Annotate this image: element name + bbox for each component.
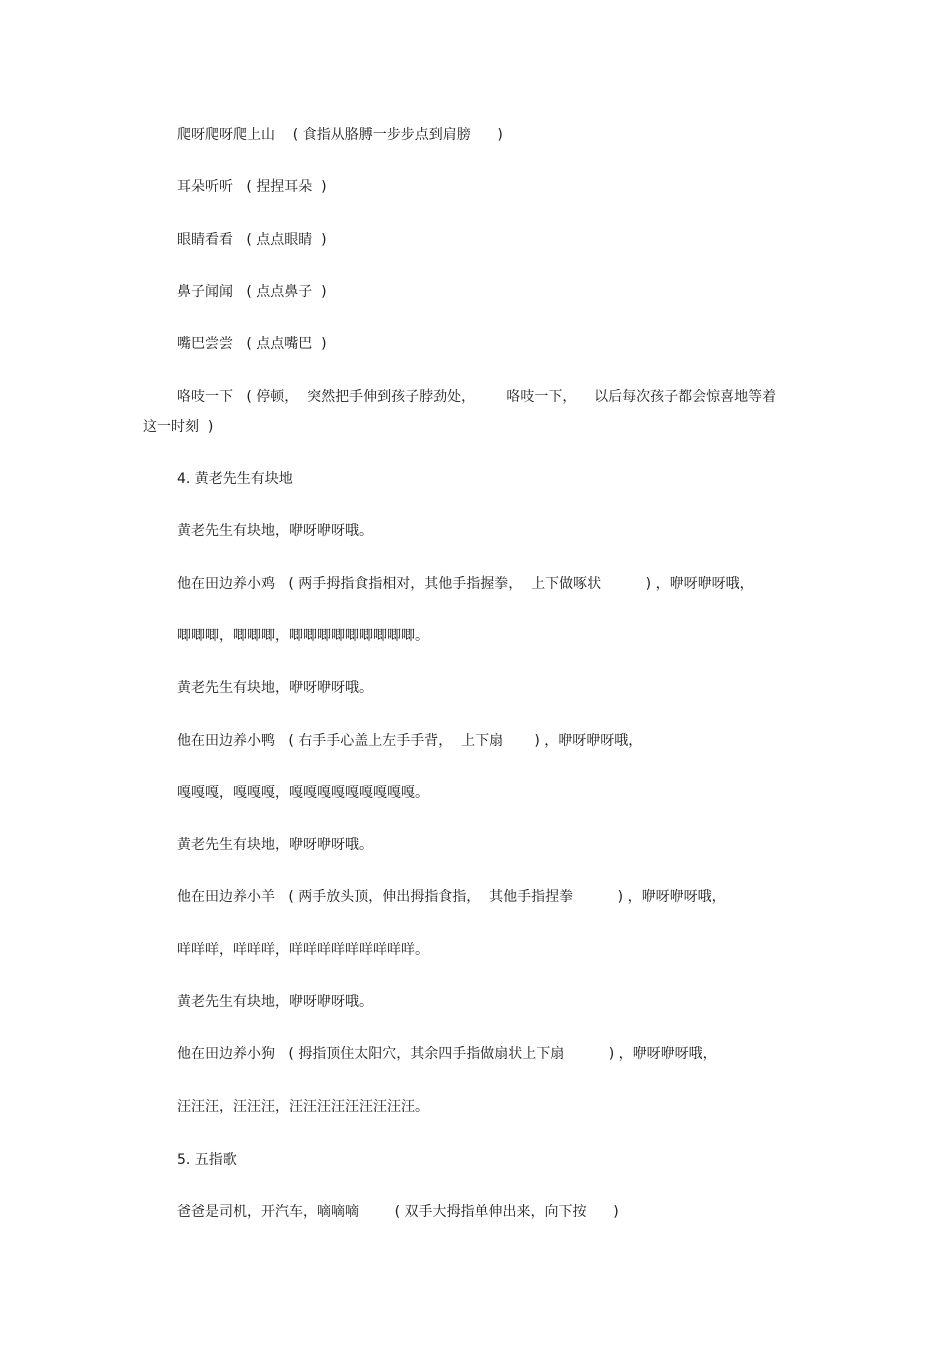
section-heading-five-fingers: 5. 五指歌 [177,1152,237,1168]
section-heading-farm: 4. 黄老先生有块地 [177,471,293,487]
text-line-dad: 爸爸是司机，开汽车，嘀嘀嘀 ( 双手大拇指单伸出来，向下按 ) [177,1204,619,1220]
text-line-ears: 耳朵听听 ( 捏捏耳朵 ) [177,179,327,195]
text-line-eyes: 眼睛看看 ( 点点眼睛 ) [177,232,327,248]
text-line-nose: 鼻子闻闻 ( 点点鼻子 ) [177,284,327,300]
text-line-farm-4: 黄老先生有块地，咿呀咿呀哦。 [177,994,373,1010]
text-line-sheep: 他在田边养小羊 ( 两手放头顶，伸出拇指食指， 其他手指捏拳 ) ，咿呀咿呀哦， [177,889,726,905]
text-line-tickle: 咯吱一下 ( 停顿， 突然把手伸到孩子脖劲处， 咯吱一下， 以后每次孩子都会惊喜地等着 [177,389,777,405]
text-line-climb: 爬呀爬呀爬上山 ( 食指从胳膊一步步点到肩膀 ) [177,127,503,143]
text-line-tickle-cont: 这一时刻 ) [143,419,214,435]
text-line-duck: 他在田边养小鸭 ( 右手手心盖上左手手背， 上下扇 ) ，咿呀咿呀哦， [177,733,643,749]
text-line-sheep-sound: 咩咩咩，咩咩咩，咩咩咩咩咩咩咩咩咩。 [177,942,429,958]
text-line-farm-3: 黄老先生有块地，咿呀咿呀哦。 [177,837,373,853]
text-line-farm-2: 黄老先生有块地，咿呀咿呀哦。 [177,680,373,696]
text-line-farm-1: 黄老先生有块地，咿呀咿呀哦。 [177,523,373,539]
text-line-chicken: 他在田边养小鸡 ( 两手拇指食指相对，其他手指握拳， 上下做啄状 ) ，咿呀咿呀哦， [177,576,754,592]
text-line-mouth: 嘴巴尝尝 ( 点点嘴巴 ) [177,336,327,352]
text-line-dog-sound: 汪汪汪，汪汪汪，汪汪汪汪汪汪汪汪汪。 [177,1099,429,1115]
text-line-duck-sound: 嘎嘎嘎，嘎嘎嘎，嘎嘎嘎嘎嘎嘎嘎嘎嘎。 [177,785,429,801]
text-line-dog: 他在田边养小狗 ( 拇指顶住太阳穴，其余四手指做扇状上下扇 ) ，咿呀咿呀哦， [177,1046,717,1062]
text-line-chicken-sound: 唧唧唧，唧唧唧，唧唧唧唧唧唧唧唧唧。 [177,628,429,644]
